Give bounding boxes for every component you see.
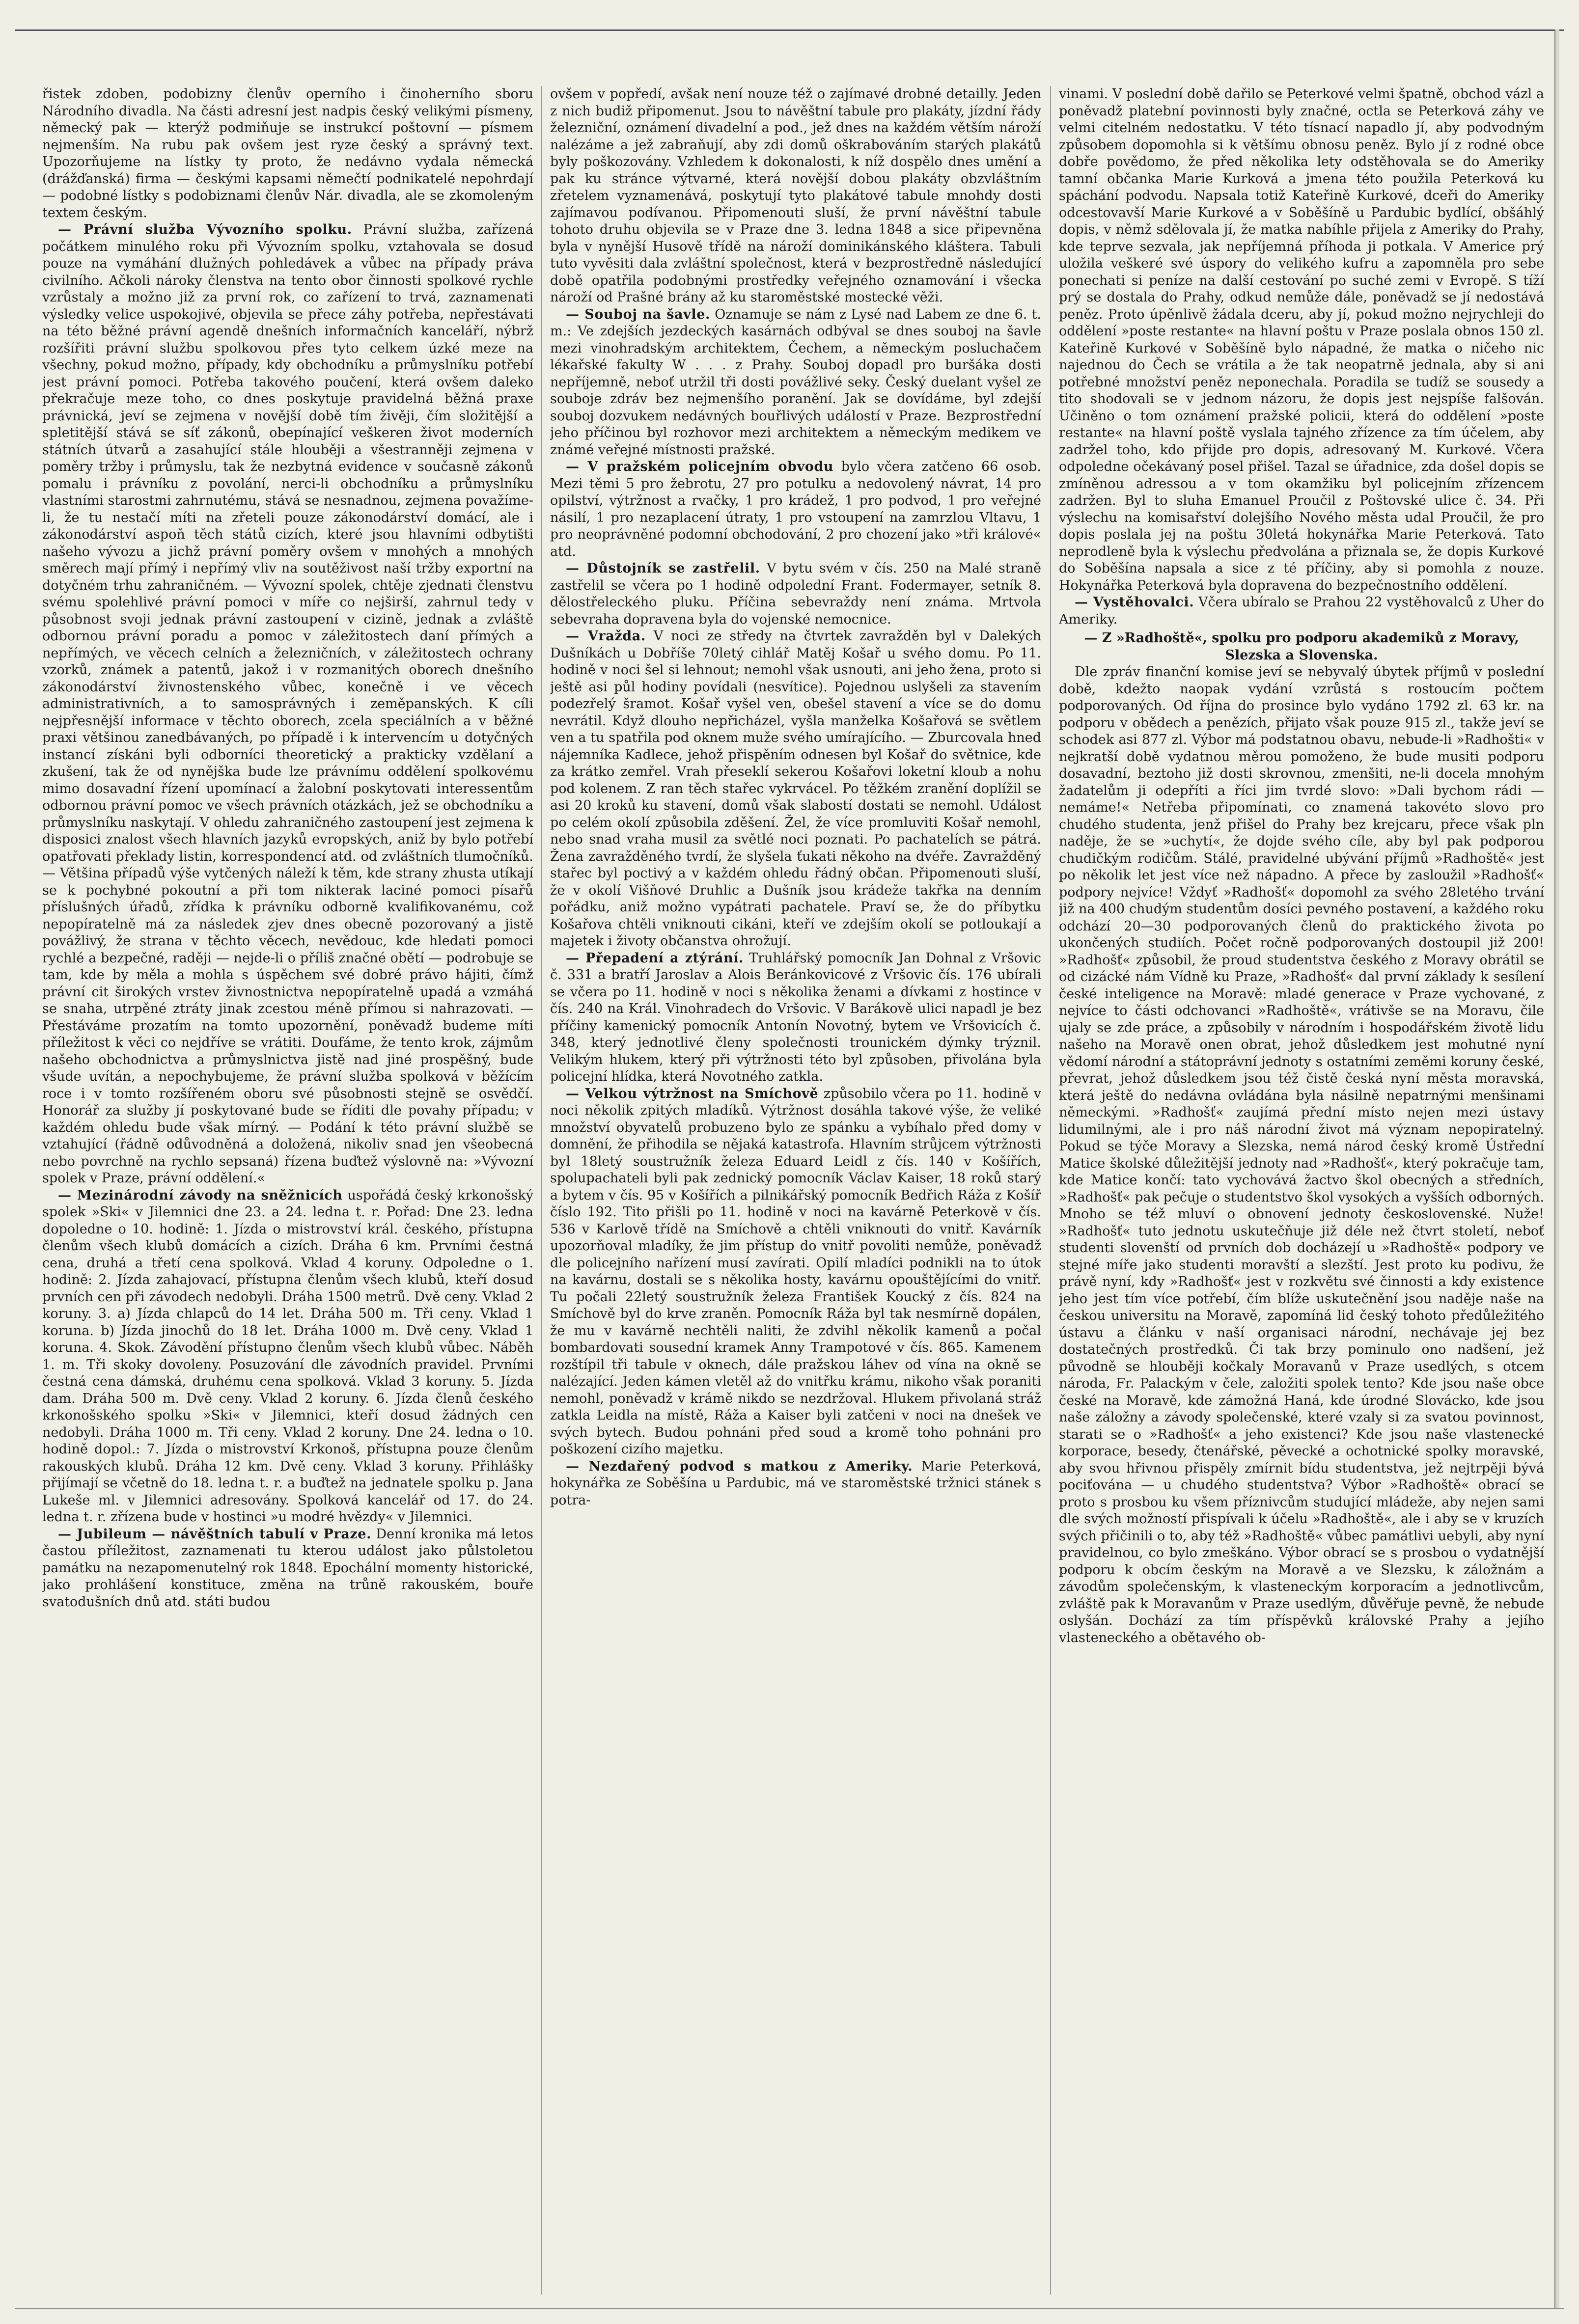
article-duel: [550, 306, 1041, 459]
article-ski-races: [42, 1187, 533, 1526]
article-police-district: [550, 459, 1041, 560]
article-headline: — Vražda.: [566, 629, 646, 644]
article-headline: — Přepadení a ztýrání.: [566, 950, 744, 966]
bottom-border-rule: [15, 2308, 1564, 2309]
column-divider: [541, 86, 542, 2295]
article-headline: — Velkou výtržnost na Smíchově: [566, 1086, 819, 1101]
article-jubilee: [42, 1526, 533, 1611]
article-body: Oznamuje se nám z Lysé nad Labem ze dne 6. t. m.: Ve zdejších jezdeckých kasárnách odbýval se dnes souboj na šavle mezi vinohradským architektem, Čechem, a německým posluchačem lékařské fakulty W . . . z Prahy. Souboj dopadl pro buršáka dosti nepříjemně, neboť utržil tři dosti povážlivé seky. Český duelant vyšel ze souboje zdráv bez nejmenšího poranění. Jak se dovídáme, byl zdejší souboj dozvukem nedávných bouřlivých událostí v Praze. Bezprostřední jeho příčinou byl rozhovor mezi architektem a německým medikem ve známé veřejné místnosti pražské.: [550, 306, 1041, 458]
article-continuation: ovšem v popředí, avšak není nouze též o zajímavé drobné detailly. Jeden z nich budiž připomenut. Jsou to návěštní tabule pro plakáty, jízdní řády železniční, oznámení divadelní a pod., jež dnes na každém větším nároží nalézáme a jež zabraňují, aby zdi domů oškrabováním starých plakátů byly poškozovány. Vzhledem k dokonalosti, k níž dospělo dnes umění a pak ku stránce výtvarné, která novější dobou plakáty obzvláštním zřetelem vyznamenává, poskytují tyto plakátové tabule mnohdy dosti zajímavou podívanou. Připomenouti sluší, že první návěštní tabule tohoto druhu objevila se v Praze dne 3. ledna 1848 a sice připevněna byla v nynější Husově třídě na nároží dominikánského kláštera. Tabuli tuto vyvěsiti dala zvláštní společnost, která v bezprostředně následující době opatřila podobnými prostředky veřejného oznamování i všecka nároží od Prašné brány až ku staroměstské mostecké věži.: [550, 86, 1041, 305]
article-continuation: vinami. V poslední době dařilo se Peterkové velmi špatně, obchod vázl a poněvadž platební povinnosti byly značné, octla se Peterková záhy ve velmi citelném nedostatku. V této tísnací napadlo jí, aby podvodným způsobem dopomohla si k většímu obnosu peněz. Bylo jí z rodné obce dobře povědomo, že před několika lety odstěhovala se do Ameriky tamní občanka Marie Kurková a jmena této použila Peterková ku spáchání podvodu. Napsala totiž Kateřině Kurkové, dceři do Ameriky odcestovavší Marie Kurkové a v Soběšíně u Pardubic bydlící, obšáhlý dopis, v němž sdělovala jí, že matka nabíhle přijela z Ameriky do Prahy, kde teprve sezvala, jak nepříjemná příhoda ji potkala. V Americe prý uložila veškeré své úspory do velikého kufru a zapomněla pro sebe ponechati si peníze na další cestování po suché zemi v Evropě. S tíží prý se dostala do Prahy, odkud nemůže dále, poněvadž se jí nedostává peněz. Proto úpěnlivě žádala dceru, aby jí, pokud možno nejrychleji do oddělení »poste restante« na hlavní poštu v Praze poslala obnos 150 zl. Kateřině Kurkové v Soběšíně bylo nápadné, že matka o ničeho nic najednou do Čech se vrátila a že tak neopatrně jednala, aby si ani potřebné množství peněz neponechala. Poradila se tudíž se sousedy a tito shodovali se v jednom názoru, že dopis jest nejspíše falšován. Učiněno o tom oznámení pražské policii, která do oddělení »poste restante« na hlavní poště vyslala tajného zřízence za tím účelem, aby zadržel toho, kdo přijde pro dopis, adresovaný M. Kurkové. Včera odpoledne očekávaný posel přišel. Tazal se úřadnice, zda došel dopis se zmíněnou adressou a v tom okamžiku byl policejním zřízencem zadržen. Byl to sluha Emanuel Proučil z Poštovské ulice č. 34. Při výslechu na komisařství dolejšího Nového města udal Proučil, že pro dopis poslala jej na poštu 30letá hokynářka Marie Peterková. Tato neprodleně byla k výslechu předvolána a přiznala se, že dopis Kurkové do Soběšína napsala a sice z té příčiny, aby si pomohla z nouze. Hokynářka Peterková byla dopravena do bezpečnostního oddělení.: [1059, 86, 1544, 593]
article-body: V noci ze středy na čtvrtek zavražděn byl v Dalekých Dušníkách u Dobříše 70letý cihlář Matěj Košař u svého domu. Po 11. hodině v noci šel si lehnout; nemohl však usnouti, ani jeho žena, proto si ještě asi půl hodiny povídali (nesvítice). Pojednou uslyšeli za stavením podezřelý šramot. Košař vyšel ven, obešel stavení a více se do domu nevrátil. Když dlouho nepřicházel, vyšla manželka Košařová se světlem ven a tu spatřila pod oknem muže svého umírajícího. — Zburcovala hned nájemníka Kadlece, jehož přispěním odnesen byl Košař do světnice, kde za krátko zemřel. Vrah přeseklí sekerou Košařovi loketní kloub a nohu pod kolenem. Z ran těch stařec vykrvácel. Po těžkém zranění doplížil se asi 20 kroků ku stavení, domů však slabostí dostati se nemohl. Událost po celém okolí způsobila zděšení. Žel, že více promluviti Košař nemohl, nebo snad vraha musil za světlé noci poznati. Po pachatelích se pátrá. Žena zavražděného tvrdí, že slyšela ťukati někoho na dvéře. Zavražděný stařec byl poctivý a v každém ohledu řádný občan. Připomenouti sluší, že v okolí Višňové Druhlic a Dušník jsou krádeže takřka na denním pořádku, aniž možno vypátrati pachatele. Praví se, že do příbytku Košařova chtěli vniknouti cikáni, kteří ve zdejším okolí se potloukají a majetek i životy občanstva ohrožují.: [550, 629, 1041, 949]
article-murder: [550, 628, 1041, 950]
article-headline: — Nezdařený podvod s matkou z Ameriky.: [566, 1458, 913, 1474]
article-headline-centered: — Z »Radhoště«, spolku pro podporu akademiků z Moravy, Slezska a Slovenska.: [1084, 630, 1519, 663]
article-officer-suicide: [550, 560, 1041, 628]
article-radhost-body: Dle zpráv finanční komise jeví se nebyvalý úbytek příjmů v poslední době, kdežto naopak vydání vzrůstá s rostoucím počtem podporovaných. Od října do prosince bylo vydáno 1792 zl. 63 kr. na podporu v obědech a penězích, přijato však pouze 915 zl., takže jeví se schodek asi 877 zl. Výbor má podstatnou obavu, nebude-li »Radhošti« v nejkratší době vydatnou měrou pomoženo, že bude musiti podporu dosavadní, beztoho již dosti skrovnou, zmenšiti, ne-li docela mnohým žadatelům ji odepříti a říci jim tvrdé slovo: »Dali bychom rádi — nemáme!« Netřeba připomínati, co znamená takovéto slovo pro chudého studenta, jenž přišel do Prahy bez krejcaru, přece však pln naděje, že se »uchytí«, že dojde svého cíle, aby byl pak podporou chudičkým rodičům. Stálé, pravidelné ubývání příjmů »Radhoště« jest po několik let jest více než nápadno. A přece by zasloužil »Radhošť« podpory nejvíce! Vždyť »Radhošť« dopomohl za svého 28letého trvání již na 400 chudým studentům dosíci pevného postavení, a každého roku odchází 20—30 podporovaných členů do praktického života po ukončených studiích. Počet ročně podporovaných dostoupil již 200! »Radhošť« způsobil, že proud studentstva českého z Moravy obrátil se od cizácké nám Vídně ku Praze, »Radhošť« dal první základy k sesílení české inteligence na Moravě: mladé generace v Praze vychované, z nejvíce to části odchovanci »Radhoště«, vrátivše se na Moravu, čile ujaly se zde práce, a způsobily v národním i hospodářském životě lidu našeho na Moravě onen obrat, jehož důsledkem jest mohutné nyní vědomí národní a státoprávní jednoty s ostatními zeměmi koruny české, převrat, jehož důsledkem jsou též čistě česká nyní města moravská, která ještě do nedávna ovládána byla násilně nepatrnými menšinami německými. »Radhošť« zaujímá přední místo nejen mezi ústavy lidumilnými, ale i pro náš národní život má význam nepopiratelný. Pokud se týče Moravy a Slezska, nemá národ český kromě Ústřední Matice školské důležitější jednoty nad »Radhošť«, který pokračuje tam, kde Matice končí: tato vychovává žactvo škol obecných a středních, »Radhošť« pak pečuje o studentstvo škol vysokých a vyšších odborných. Mnoho se též mluví o obnovení jednoty československé. Nuže! »Radhošť« tuto jednotu uskutečňuje již déle než čtvrt století, neboť studenti slovenští od prvních dob docházejí u »Radhoště« podpory ve stejné míře jako studenti moravští a slezští. Jest proto ku podivu, že právě nyní, kdy »Radhošť« jest v rozkvětu své činnosti a kdy existence jeho jest tím více potřebí, čím blíže uskutečnění jsou naděje naše na českou universitu na Moravě, zapomíná lid český tohoto předůležitého ústavu a článku v naší organisaci národní, nechávaje jej bez dostatečných prostředků. Či tak brzy pominulo ono nadšení, jež původně se hlouběji kočkaly Moravanů v Praze usedlých, s otcem národa, Fr. Palackým v čele, založiti spolek tento? Kde jsou naše obce české na Moravě, kde zámožná Haná, kde úrodné Slovácko, kde jsou naše záložny a závody společenské, které vzaly si za svatou povinnost, starati se o »Radhošť« a jeho existenci? Kde jsou naše vlastenecké korporace, besedy, čtenářské, pěvecké a ochotnické spolky moravské, aby svou hřivnou přispěly zmírnit bídu studentstva, jež nejtrpěji bývá pociťována — u chudého studentstva? Výbor »Radhoště« obrací se proto s prosbou ku všem příznivcům studující mládeže, aby nejen sami dle svých možností přispívali k účelu »Radhoště«, ale i aby se v kruzích svých přičinili o to, aby též »Radhoště« vůbec památlivi uebyli, aby nyní pravidelnou, co bylo zmeškáno. Výbor obrací se s prosbou o vydatnější podporu k obcím českým na Moravě a ve Slezsku, k záložnám a závodům společenským, k vlasteneckým korporacím a jednotlivcům, zvláště pak k Moravanům v Praze usedlým, důvěřuje pevně, že nebude oslyšán. Dochází za tím příspěvků královské Prahy a jejího vlasteneckého a obětavého ob-: [1059, 664, 1544, 1645]
article-legal-service: [42, 221, 533, 1187]
article-headline: — Důstojník se zastřelil.: [566, 561, 760, 576]
article-assault: [550, 950, 1041, 1086]
article-body: bylo včera zatčeno 66 osob. Mezi těmi 5 pro žebrotu, 27 pro potulku a nedovolený návrat, 14 pro opilství, výtržnost a rvačky, 1 pro krádež, 1 pro podvod, 1 pro veřejné násilí, 1 pro nezaplacení útraty, 1 pro vstoupení na zamrzlou Vltavu, 1 pro neoprávněné podomní obchodování, 2 pro chození jako »tři králové« atd.: [550, 459, 1041, 559]
article-headline: — Jubileum — návěštních tabulí v Praze.: [58, 1526, 372, 1542]
article-headline: — Souboj na šavle.: [566, 306, 711, 322]
article-fraud: [550, 1458, 1041, 1509]
article-body: V bytu svém v čís. 250 na Malé straně zastřelil se včera po 1 hodině odpolední Frant. Fodermayer, setník 8. dělostřeleckého pluku. Příčina sebevraždy není známa. Mrtvola sebevraha dopravena byla do vojenské nemocnice.: [550, 561, 1041, 627]
article-body: Včera ubíralo se Prahou 22 vystěhovalců z Uher do Ameriky.: [1059, 595, 1544, 627]
article-continuation: řistek zdoben, podobizny členův operního i činoherního sboru Národního divadla. Na části adresní jest nadpis český velikými písmeny, německý pak — kterýž podmiňuje se instrukcí poštovní — písmem nejmenším. Na rubu pak ovšem jest ryze český a správný text. Upozorňujeme na lístky ty proto, že nedávno vydala německá (drážďanská) firma — českými kapsami němečtí podnikatelé nepohrdají — podobné lístky s podobiznami členův Nár. divadla, ale se zkomoleným textem českým.: [42, 86, 533, 220]
column-2: [550, 86, 1041, 2295]
article-body: Denní kronika má letos častou příležitost, zaznamenati tu kterou událost jako půlstoletou památku na nezapomenutelný rok 1848. Epochální momenty historické, jako prohlášení konstituce, změna na trůně rakouském, bouře svatodušních dnů atd. státi budou: [42, 1526, 533, 1610]
article-headline: — V pražském policejním obvodu: [566, 459, 834, 474]
article-body: Právní služba, zařízená počátkem minulého roku při Vývozním spolku, vztahovala se dosud pouze na vymáhání dlužných pohledávek a vůbec na případy práva civilního. Ačkoli nároky členstva na tento obor činnosti spolkové rychle vzrůstaly a možno již za první rok, co zařízení to trvá, zaznamenati výsledky velice uspokojivé, objevila se přece záhy potřeba, nepřestávati na této běžné právní agendě dnešních informačních kanceláří, nýbrž rozšířiti právní službu spolkovou přes tyto celkem úzké meze na všechny, pokud možno, případy, kdy obchodníku a průmyslníku potřebí jest právní pomoci. Potřeba takového poučení, která ovšem daleko překračuje meze toho, co dnes poskytuje pravidelná běžná praxe právnická, jeví se zejmena v novější době tím živěji, čím složitější a spletitější stává se síť zákonů, obepínající veškeren život moderních státních útvarů a zasahující stále hlouběji a všestranněji zejmena v poměry tržby i průmyslu, tak že nezbytná evidence v současně zákonů pomalu i právníku z povolání, nerci-li obchodníku a průmyslníku vlastními starostmi zahrnutému, stává se nesnadnou, zejmena považíme-li, že tu nestačí míti na zřeteli pouze zákonodárství domácí, ale i zákonodárství aspoň těch států cizích, které jsou hlavními odbytišti našeho vývozu a jichž právní poměry ovšem v mnohých a mnohých směrech mají přímý i nepřímý vliv na soutěživost naší tržby exportní na dotyčném trhu zahraničném. — Vývozní spolek, chtěje zjednati členstvu svému spolehlivé právní pomoci v míře co nejširší, zahrnul tedy v působnost svoji jednak právní zastoupení v cizině, jednak a zvláště odbornou právní poradu a pomoc v záležitostech daní přímých a nepřímých, ve věcech celních a železničních, v záležitostech ochrany vzorků, známek a patentů, jakož i v rozmanitých oborech dnešního zákonodárství živnostenského vůbec, konečně i ve věcech administrativních, a to samosprávných i zeměpanských. K cíli nejpřesnější informace v těchto oborech, zcela speciálních a v běžné praxi většinou zanedbávaných, po případě i k intervencím u dotyčných instancí získáni byli odborníci theoretický a prakticky vzdělaní a zkušení, tak že od nynějška bude lze právnímu oddělení spolkovému mimo dosavadní řízení upomínací a žalobní poskytovati interessentům odbornou právní pomoc ve všech právních otázkách, jež se obchodníku a průmyslníku naskytají. V ohledu zahraničného zastoupení jest zejmena k disposici znalost všech hlavních jazyků evropských, aniž by bylo potřebí opatřovati překlady listin, korrespondencí atd. od zvláštních tlumočníků. — Většina případů výše vytčených náleží k těm, kde strany zhusta utíkají se k pochybné pokoutní a při tom nikterak laciné pomoci písařů příslušných úřadů, zřídka k právníku odborně kvalifikovanému, což nepopíratelně má za následek zjev dnes obecně pozorovaný a jistě povážlivý, že strana v těchto věcech, nevědouc, kde hledati pomoci rychlé a bezpečné, raději — nejde-li o příliš značné obětí — podrobuje se tam, kde by měla a mohla s úspěchem své dobré právo hájiti, čímž právní cit širokých vrstev živnostnictva nepopíratelně upadá a vzmáhá se snaha, utrpěné ztráty jinak zcestou méně přímou si nahrazovati. — Přestáváme prozatím na tomto upozornění, poněvadž budeme míti příležitost k věci co nejdříve se vrátiti. Doufáme, že tento krok, zájmům našeho obchodnictva a průmyslnictva jistě nad jiné prospěšný, bude všude uvítán, a nepochybujeme, že právní služba spolková v běžícím roce i v tomto rozšířeném oboru své působnosti stejně se osvědčí. Honorář za služby jí poskytované bude se říditi dle povahy případu; v každém ohledu bude však mírný. — Podání k této právní službě se vztahující (řádně odůvodněná a doložená, nikoliv snad jen všeobecná nebo povrchně na rychlo sepsaná) řízena buďtež výslovně na: »Vývozní spolek v Praze, právní oddělení.«: [42, 222, 533, 1186]
column-divider: [1050, 86, 1051, 2295]
article-headline: — Vystěhovalci.: [1075, 595, 1194, 610]
article-body: Truhlářský pomocník Jan Dohnal z Vršovic č. 331 a bratří Jaroslav a Alois Beránkovicové z Vršovic čís. 176 ubírali se včera po 11. hodině v noci s několika ženami a dívkami z hostince v čís. 240 na Král. Vinohradech do Vršovic. V Barákově ulici napadl je bez příčiny kamenický pomocník Antonín Novotný, bytem ve Vršovicích č. 348, který jednotlivé členy společnosti trounickém dýmky trýznil. Velikým hlukem, který při výtržnosti této byl způsoben, přivolána byla policejní hlídka, která Novotného zatkla.: [550, 950, 1041, 1084]
article-headline: — Mezinárodní závody na sněžnicích: [58, 1187, 343, 1203]
article-emigrants: [1059, 594, 1544, 628]
column-3: [1059, 86, 1544, 2295]
article-body: Marie Peterková, hokynářka ze Soběšína u Pardubic, má ve staroměstské tržnici stánek s potra-: [550, 1458, 1041, 1508]
article-smichov-riot: [550, 1086, 1041, 1458]
article-headline: — Právní služba Vývozního spolku.: [58, 222, 352, 237]
right-page-edge: [1554, 29, 1559, 2309]
top-border-rule: [15, 29, 1564, 31]
article-body: uspořádá český krkonošský spolek »Ski« v Jilemnici dne 23. a 24. ledna t. r. Pořad: Dne 23. ledna dopoledne o 10. hodině: 1. Jízda o mistrovství král. českého, přístupna členům všech klubů domácích a cizích. Dráha 6 km. Prvními čestná cena, druhá a třetí cena spolková. Vklad 4 koruny. Odpoledne o 1. hodině: 2. Jízda zahajovací, přístupna členům všech klubů, kteří dosud prvních cen při závodech nedobyli. Dráha 1500 metrů. Dvě ceny. Vklad 2 koruny. 3. a) Jízda chlapců do 14 let. Dráha 500 m. Tři ceny. Vklad 1 koruna. b) Jízda jinochů do 18 let. Dráha 1000 m. Dvě ceny. Vklad 1 koruna. 4. Skok. Závodění přístupno členům všech klubů vůbec. Náběh 1. m. Tři skoky dovoleny. Posuzování dle závodních pravidel. Prvními čestná cena dámská, druhému cena spolková. Vklad 3 koruny. 5. Jízda dam. Dráha 500 m. Dvě ceny. Vklad 2 koruny. 6. Jízda členů českého krkonošského spolku »Ski« v Jilemnici, kteří dosud žádných cen nedobyli. Dráha 1000 m. Tři ceny. Vklad 2 koruny. Dne 24. ledna o 10. hodině dopol.: 7. Jízda o mistrovství Krkonoš, přístupna pouze členům rakouských klubů. Dráha 12 km. Dvě ceny. Vklad 3 koruny. Přihlášky přijímají se včetně do 18. ledna t. r. a buďtež na jednatele spolku p. Jana Lukeše ml. v Jilemnici adresovány. Spolková kancelář od 17. do 24. ledna t. r. zřízena bude v hostinci »u modré hvězdy« v Jilemnici.: [42, 1187, 533, 1525]
article-body: způsobilo včera po 11. hodině v noci několik zpitých mladíků. Výtržnost dosáhla takové výše, že veliké množství obyvatelů probuzeno bylo ze spánku a vybíhalo před domy v domnění, že přihodila se nějaká katastrofa. Hlavním strůjcem výtržnosti byl 18letý soustružník železa Eduard Leidl z čís. 140 v Košířích, spolupachateli byli pak zednický pomocník Václav Kaiser, 18 roků starý a bytem v čís. 95 v Košířích a pilnikářský pomocník Bedřich Ráža z Košíř číslo 192. Tito přišli po 11. hodině v noci na kavárně Peterkově v čís. 536 v Karlově třídě na Smíchově a chtěli vniknouti do vnitř. Kavárník upozorňoval mladíky, že jim přístup do vnitř povoliti nemůže, poněvadž dle policejního nařízení musí zavírati. Opilí mladíci podnikli na to útok na kavárnu, dostali se s několika hosty, kavárnu opouštějícími do vnitř. Tu počali 22letý soustružník železa František Koucký z čís. 824 na Smíchově byl do krve zraněn. Pomocník Ráža byl tak nesmírně dopálen, že mu v kavárně nechtěli naliti, že zdvihl několik kamenů a počal bombardovati sousední kramek Anny Trampotové v čís. 865. Kamenem rozštípil tři tabule v oknech, dále pražskou láhev od vína na okně se nalézající. Jeden kámen vletěl až do vnitřku krámu, nikoho však poraniti nemohl, poněvadž v krámě nikdo se nezdržoval. Hlukem přivolaná stráž zatkla Leidla na místě, Ráža a Kaiser byli zatčeni v noci na dnešek ve svých bytech. Budou pohnáni před soud a kromě toho pohnáni pro poškození cizího majetku.: [550, 1086, 1041, 1457]
column-1: [42, 86, 533, 2295]
